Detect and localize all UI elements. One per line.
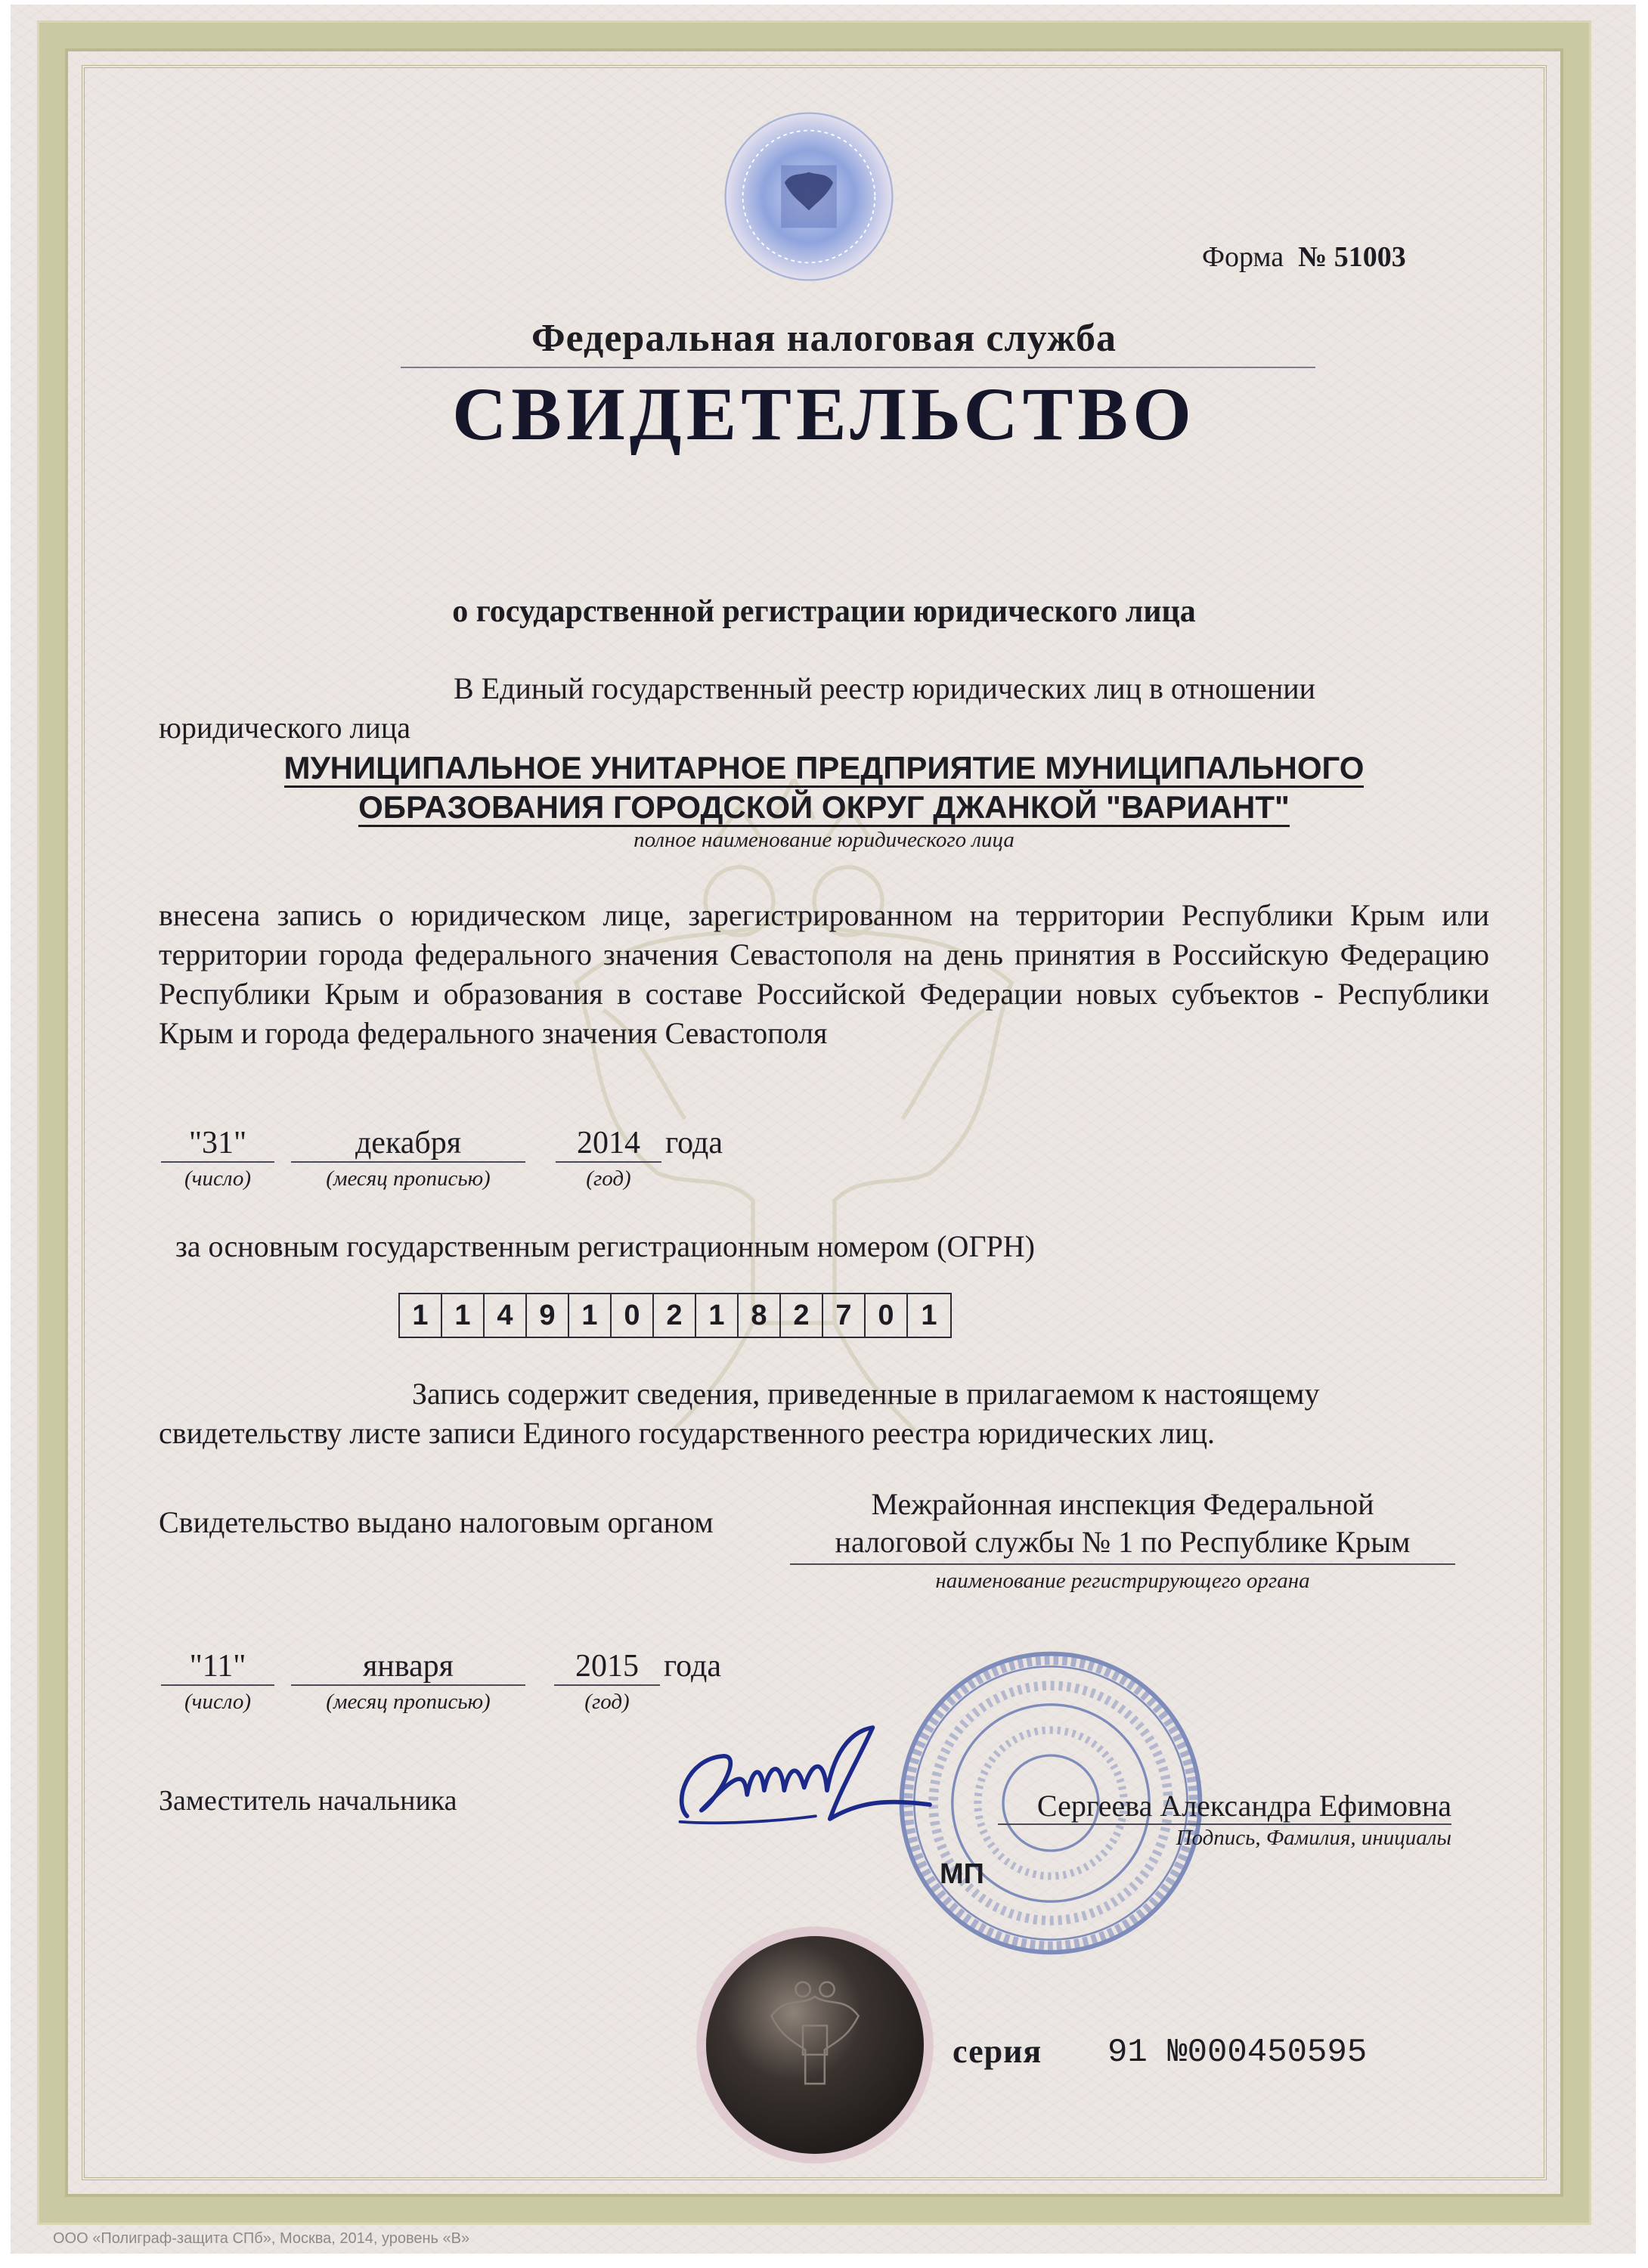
reg-year-caption: (год) — [586, 1167, 631, 1191]
record-text: внесена запись о юридическом лице, зарегистрированном на территории Республики Крым или территории города федерального значения Севастополя на день принятия в Российскую Федерацию Республики Крым и образования в составе Российской Федерации новых субъектов - Республики Крым и города федерального значения Севастополя — [159, 898, 1489, 1050]
hologram-emblem-icon — [722, 110, 896, 284]
serial-number: 91 №000450595 — [1107, 2034, 1368, 2071]
issue-day: "11" — [161, 1648, 274, 1686]
issuer-name-line-2: налоговой службы № 1 по Республике Крым — [835, 1525, 1411, 1559]
ogrn-digit: 1 — [569, 1294, 612, 1337]
note-line-2: свидетельству листе записи Единого государственного реестра юридических лиц. — [159, 1416, 1216, 1450]
ogrn-digit: 2 — [654, 1294, 696, 1337]
signatory-position: Заместитель начальника — [159, 1785, 457, 1817]
issuer-caption: наименование регистрирующего органа — [935, 1569, 1310, 1593]
reg-month: декабря — [291, 1125, 525, 1163]
ogrn-digit: 0 — [866, 1294, 908, 1337]
issue-year: 2015 — [554, 1648, 660, 1686]
issue-month-caption: (месяц прописью) — [326, 1690, 491, 1714]
printer-imprint: ООО «Полиграф-защита СПб», Москва, 2014, уровень «В» — [53, 2230, 470, 2247]
eagle-watermark-icon — [454, 779, 1134, 1459]
org-name-line-1: МУНИЦИПАЛЬНОЕ УНИТАРНОЕ ПРЕДПРИЯТИЕ МУНИЦИПАЛЬНОГО — [284, 750, 1365, 788]
organization-name — [159, 748, 1489, 827]
page-title: СВИДЕТЕЛЬСТВО — [452, 372, 1196, 456]
reg-month-caption: (месяц прописью) — [326, 1167, 491, 1191]
issue-year-caption: (год) — [584, 1690, 630, 1714]
ogrn-digit: 1 — [400, 1294, 442, 1337]
reg-year: 2014 — [556, 1125, 661, 1163]
signatory-name: Сергеева Александра Ефимовна — [998, 1788, 1451, 1825]
issuer-underline — [790, 1563, 1455, 1565]
issuer-name — [790, 1486, 1455, 1561]
signature-icon — [658, 1716, 945, 1845]
org-name-line-2: ОБРАЗОВАНИЯ ГОРОДСКОЙ ОКРУГ ДЖАНКОЙ "ВАРИАНТ" — [358, 789, 1290, 827]
ogrn-intro: за основным государственным регистрационным номером (ОГРН) — [175, 1229, 1035, 1263]
intro-line-1: В Единый государственный реестр юридических лиц в отношении — [454, 671, 1316, 705]
ogrn-digit: 8 — [739, 1294, 781, 1337]
issue-day-caption: (число) — [184, 1690, 252, 1714]
ogrn-digit: 0 — [612, 1294, 654, 1337]
security-seal-icon — [694, 1924, 936, 2166]
ogrn-digit: 4 — [485, 1294, 527, 1337]
intro-line-2: юридического лица — [159, 711, 411, 745]
issuer-name-line-1: Межрайонная инспекция Федеральной — [871, 1487, 1374, 1521]
ogrn-digit: 1 — [921, 1300, 937, 1331]
reg-year-suffix: года — [665, 1126, 723, 1160]
ogrn-digit: 1 — [696, 1294, 739, 1337]
issue-month: января — [291, 1648, 525, 1686]
ogrn-number — [398, 1293, 952, 1338]
org-name-caption: полное наименование юридического лица — [633, 828, 1015, 852]
issued-by-label: Свидетельство выдано налоговым органом — [159, 1505, 714, 1539]
signature-caption: Подпись, Фамилия, инициалы — [1176, 1826, 1451, 1850]
ogrn-digit: 1 — [442, 1294, 485, 1337]
reg-day-caption: (число) — [184, 1167, 252, 1191]
agency-name: Федеральная налоговая служба — [531, 317, 1117, 360]
page-subtitle: о государственной регистрации юридического лица — [452, 594, 1196, 629]
issue-year-suffix: года — [664, 1649, 721, 1684]
note-line-1: Запись содержит сведения, приведенные в прилагаемом к настоящему — [412, 1377, 1320, 1411]
ogrn-digit: 7 — [823, 1294, 866, 1337]
ogrn-digit: 2 — [781, 1294, 823, 1337]
ogrn-digit: 9 — [527, 1294, 569, 1337]
form-number: Форма № 51003 — [1202, 241, 1406, 273]
agency-underline — [401, 367, 1315, 368]
stamp-place-label: МП — [940, 1858, 984, 1890]
reg-day: "31" — [161, 1125, 274, 1163]
serial-label: серия — [953, 2033, 1042, 2070]
